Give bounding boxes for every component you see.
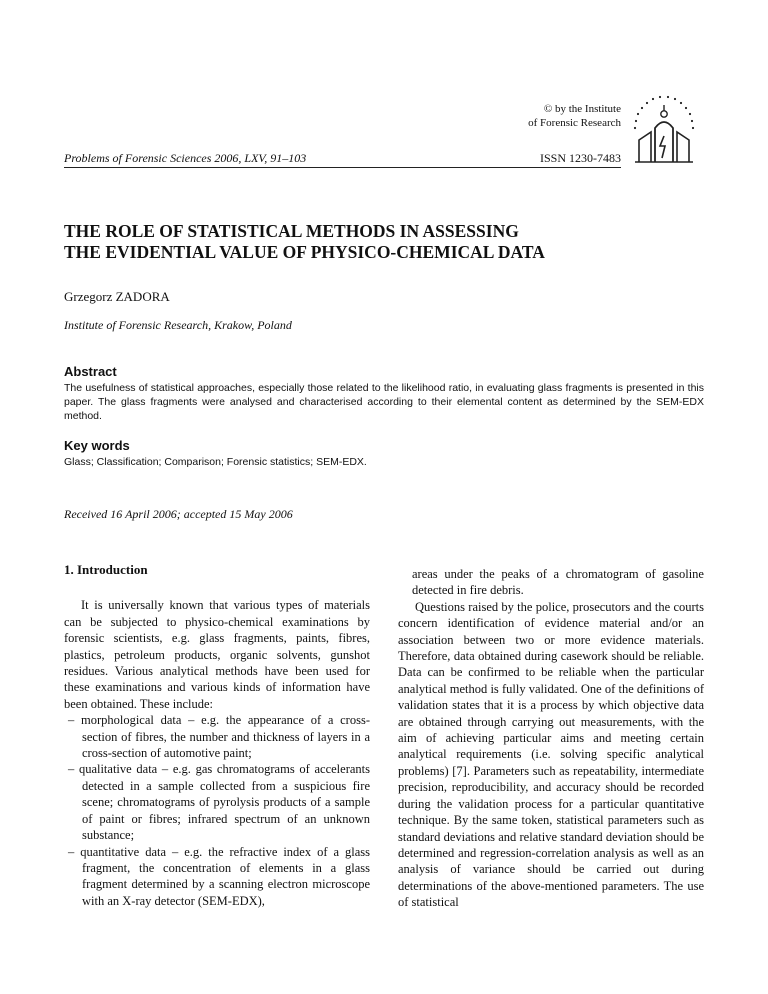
abstract-text: The usefulness of statistical approaches, especially those related to the likelihood ratio, in evaluating glass fragments is presented in this paper. The glass fragments were analysed and characterised according to their elemental content as determined by the SEM-EDX method. bbox=[64, 382, 704, 422]
list-item-continuation: areas under the peaks of a chromatogram of gasoline detected in fire debris. bbox=[412, 567, 704, 598]
author-name: Grzegorz ZADORA bbox=[64, 289, 170, 304]
copyright-line-1: © by the Institute bbox=[543, 103, 621, 115]
institute-seal-icon bbox=[625, 88, 703, 166]
abstract-heading: Abstract bbox=[64, 364, 117, 379]
body-column-right bbox=[398, 566, 704, 911]
title-line-2: THE EVIDENTIAL VALUE OF PHYSICO-CHEMICAL DATA bbox=[64, 242, 545, 262]
keywords-heading: Key words bbox=[64, 438, 130, 453]
copyright-line-2: of Forensic Research bbox=[528, 117, 621, 129]
body-column-left bbox=[64, 562, 370, 909]
list-item: – morphological data – e.g. the appearance of a cross-section of fibres, the number and thickness of layers in a cross-section of automotive paint; bbox=[68, 713, 370, 761]
section-title: 1. Introduction bbox=[64, 562, 148, 577]
received-dates: Received 16 April 2006; accepted 15 May 2006 bbox=[64, 507, 293, 521]
keywords-text: Glass; Classification; Comparison; Forensic statistics; SEM-EDX. bbox=[64, 456, 367, 468]
article-title bbox=[64, 221, 704, 263]
author-affiliation: Institute of Forensic Research, Krakow, Poland bbox=[64, 318, 292, 332]
data-types-list bbox=[64, 712, 370, 909]
title-line-1: THE ROLE OF STATISTICAL METHODS IN ASSESSING bbox=[64, 221, 519, 241]
issn: ISSN 1230-7483 bbox=[539, 151, 621, 165]
list-item: – quantitative data – e.g. the refractive index of a glass fragment, the concentration of elements in a glass fragment determined by a scanning electron microscope with an X-ray detector (SEM-EDX), bbox=[68, 844, 370, 908]
body-paragraph: Questions raised by the police, prosecutors and the courts concern identification of evidence material and/or an association between two or more evidence materials. Therefore, data obtained during casework should be reliable. Data can be confirmed to be reliable when the particular analytical method is fully validated. One of the definitions of validation states that it is a process by which objective data are obtained through carrying out measurements, with the aim of achieving particular aims and meeting certain analytical requirements (i.e. solving specific analytical problems) [7]. Parameters such as repeatability, intermediate precision, reproducibility, and accuracy should be recorded during the validation process for a particular quantitative technique. By the same token, statistical parameters such as standard deviations and relative standard deviation should be determined and regression-correlation analysis as well as an analysis of variance should be carried out during determinations of the above-mentioned parameters. The use of statistical bbox=[398, 599, 704, 910]
copyright-notice bbox=[401, 102, 621, 130]
journal-citation: Problems of Forensic Sciences 2006, LXV, 91–103 bbox=[64, 151, 307, 165]
list-item: – qualitative data – e.g. gas chromatograms of accelerants detected in a sample collected from a suspicious fire scene; chromatograms of pyrolysis products of a sample of paint or fibres; infrared spectrum of an unknown substance; bbox=[68, 762, 370, 843]
header-divider bbox=[64, 167, 621, 168]
intro-paragraph: It is universally known that various types of materials can be subjected to physico-chemical examinations by forensic scientists, e.g. glass fragments, paints, fibres, plastics, petroleum products, organic solvents, gunshot residues. Various analytical methods have been used for these examinations and various kinds of information have been obtained. These include: bbox=[64, 598, 370, 711]
